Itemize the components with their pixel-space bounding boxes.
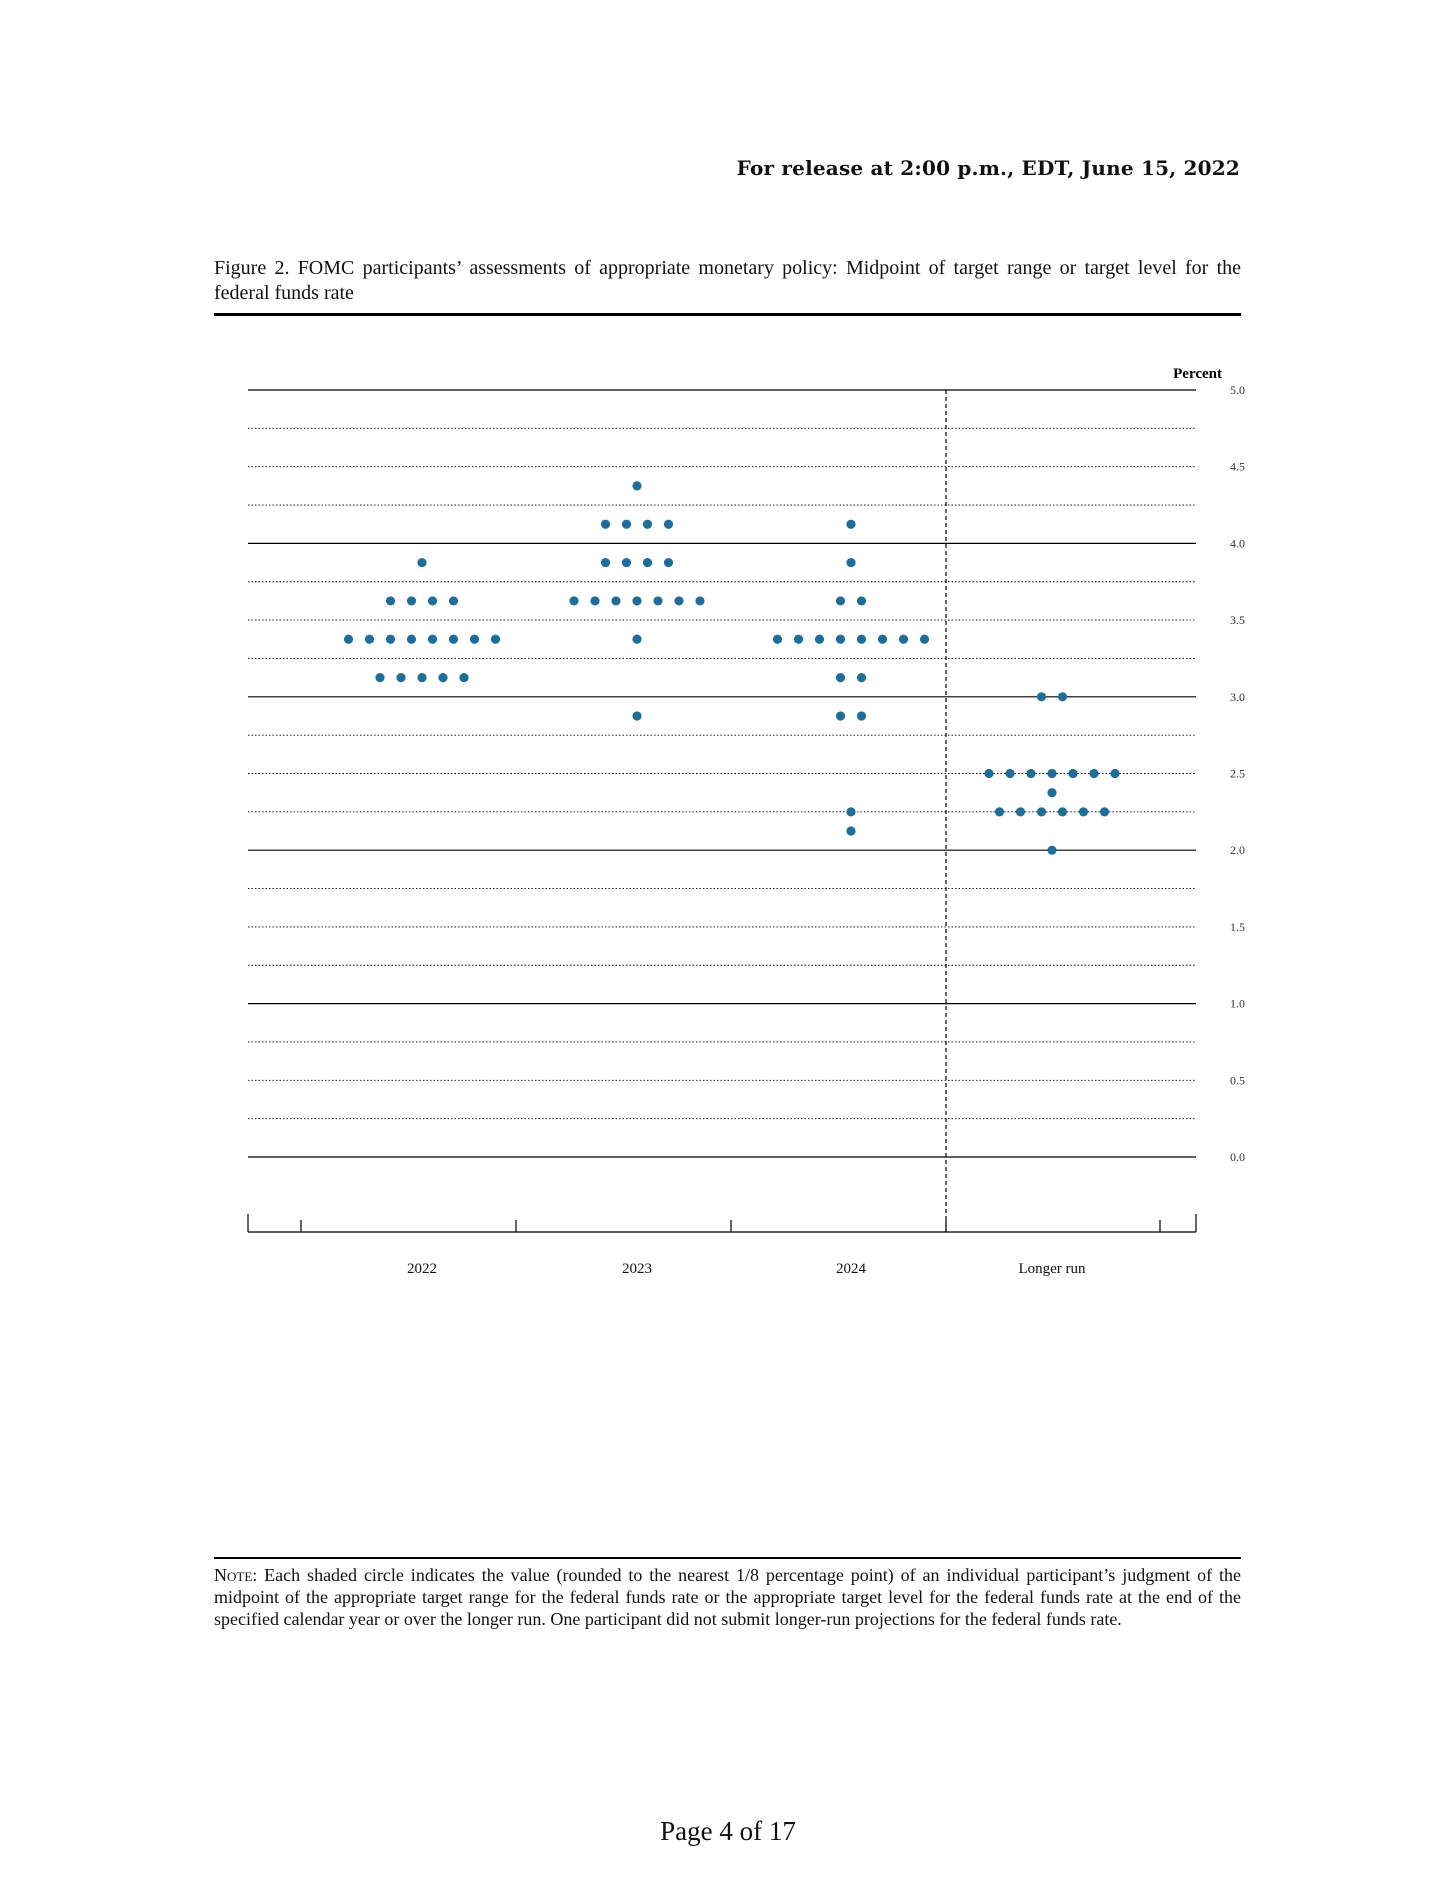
dot [846,826,855,835]
dots [344,481,1120,855]
dot [1037,692,1046,701]
y-tick-label: 5.0 [1230,383,1245,397]
y-tick-label: 4.5 [1230,459,1245,474]
dot [836,673,845,682]
release-header: For release at 2:00 p.m., EDT, June 15, 2022 [736,156,1240,180]
dot [836,711,845,720]
dot [1026,769,1035,778]
figure-caption: Figure 2. FOMC participants’ assessments of appropriate monetary policy: Midpoint of target range or target level for the federal funds rate [214,257,1241,304]
y-tick-label: 3.0 [1230,689,1245,704]
y-tick-label: 3.5 [1230,613,1245,628]
note-text: Each shaded circle indicates the value (rounded to the nearest 1/8 percentage point) of an individual participant’s judgment of the midpoint of the appropriate target range for the federal funds rate or the appropriate target level for the federal funds rate at the end of the specified calendar year or over the longer run. One participant did not submit longer-run projections for the federal funds rate. [214,1565,1241,1629]
dot [846,520,855,529]
dot [899,635,908,644]
dot [470,635,479,644]
dot [622,558,631,567]
dot [984,769,993,778]
note-label: Note: [214,1565,258,1585]
dot [664,558,673,567]
dot [857,711,866,720]
dot [601,520,610,529]
dot [449,635,458,644]
dot [417,673,426,682]
dot [1100,807,1109,816]
dot [407,635,416,644]
dot [438,673,447,682]
dot [1110,769,1119,778]
dot [794,635,803,644]
x-tick-label: 2024 [836,1261,866,1277]
dot [1005,769,1014,778]
dot [344,635,353,644]
y-tick-labels [1230,383,1245,1164]
x-tick-label: 2022 [407,1261,437,1277]
dot [995,807,1004,816]
dot [674,596,683,605]
dot [375,673,384,682]
x-tick-label: Longer run [1018,1261,1086,1277]
dot [1047,769,1056,778]
dot [1068,769,1077,778]
y-tick-label: 1.0 [1230,996,1245,1011]
dot [407,596,416,605]
dot [386,635,395,644]
y-tick-label: 4.0 [1230,536,1245,551]
dot [428,596,437,605]
dot [643,558,652,567]
y-tick-label: 2.0 [1230,843,1245,858]
dot [1016,807,1025,816]
dot [653,596,662,605]
dot [428,635,437,644]
dot [1047,846,1056,855]
dot [459,673,468,682]
dot [1047,788,1056,797]
page-number: Page 4 of 17 [660,1816,796,1846]
dot [920,635,929,644]
dot [1079,807,1088,816]
x-tick-labels [407,1261,1086,1277]
dot [632,635,641,644]
dot [491,635,500,644]
x-tick-label: 2023 [622,1261,652,1277]
dot [1089,769,1098,778]
dot [815,635,824,644]
dot [601,558,610,567]
y-tick-label: 0.0 [1230,1150,1245,1164]
dot [1058,692,1067,701]
dot [632,711,641,720]
dot [664,520,673,529]
dot [386,596,395,605]
dot [590,596,599,605]
dot [632,596,641,605]
dot [417,558,426,567]
dot [846,558,855,567]
y-tick-label: 2.5 [1230,766,1245,781]
dot [695,596,704,605]
y-tick-label: 1.5 [1230,919,1245,934]
dot [857,673,866,682]
dot [365,635,374,644]
dot [773,635,782,644]
dot [396,673,405,682]
dot [449,596,458,605]
y-tick-label: 0.5 [1230,1073,1245,1088]
dot [857,596,866,605]
dot [569,596,578,605]
dot [1058,807,1067,816]
x-axis [248,1214,1196,1232]
dot [836,596,845,605]
dot [857,635,866,644]
note [214,1564,1241,1630]
dot [1037,807,1046,816]
dot [836,635,845,644]
dot [611,596,620,605]
dot [622,520,631,529]
y-axis-label: Percent [1173,366,1222,382]
dot [846,807,855,816]
dot [632,481,641,490]
dot [643,520,652,529]
note-rule [214,1557,1241,1559]
dot [878,635,887,644]
